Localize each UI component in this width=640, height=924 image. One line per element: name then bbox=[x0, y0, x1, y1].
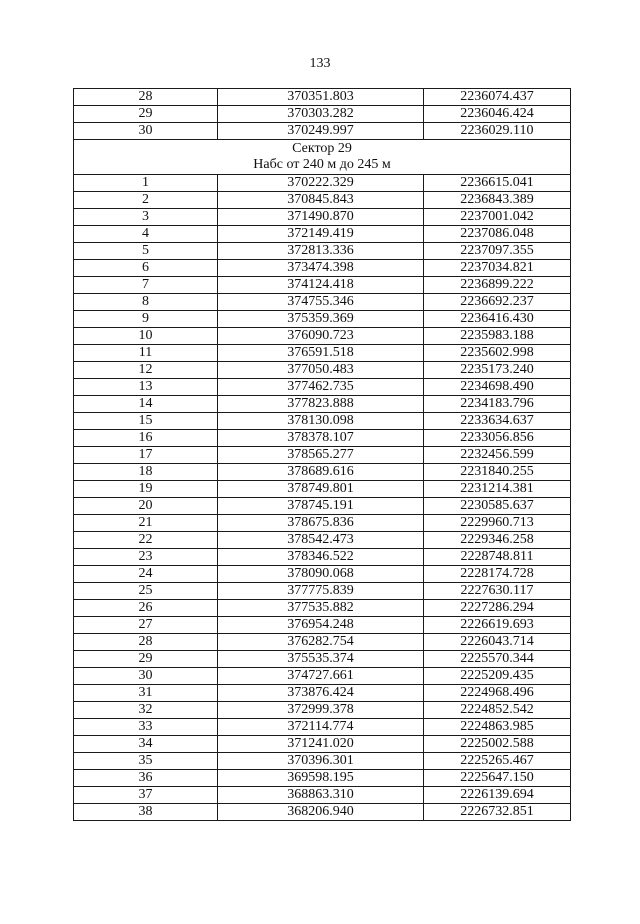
x-coordinate-cell: 377823.888 bbox=[218, 396, 424, 413]
point-number-cell: 19 bbox=[74, 481, 218, 498]
x-coordinate-cell: 378346.522 bbox=[218, 549, 424, 566]
table-row bbox=[74, 192, 571, 209]
y-coordinate-cell: 2234698.490 bbox=[424, 379, 571, 396]
y-coordinate-cell: 2226043.714 bbox=[424, 634, 571, 651]
y-coordinate-cell: 2235983.188 bbox=[424, 328, 571, 345]
x-coordinate-cell: 378542.473 bbox=[218, 532, 424, 549]
point-number-cell: 10 bbox=[74, 328, 218, 345]
table-row bbox=[74, 481, 571, 498]
point-number-cell: 25 bbox=[74, 583, 218, 600]
point-number-cell: 17 bbox=[74, 447, 218, 464]
x-coordinate-cell: 378378.107 bbox=[218, 430, 424, 447]
x-coordinate-cell: 370396.301 bbox=[218, 753, 424, 770]
y-coordinate-cell: 2228748.811 bbox=[424, 549, 571, 566]
table-row bbox=[74, 583, 571, 600]
x-coordinate-cell: 378130.098 bbox=[218, 413, 424, 430]
y-coordinate-cell: 2230585.637 bbox=[424, 498, 571, 515]
point-number-cell: 22 bbox=[74, 532, 218, 549]
x-coordinate-cell: 371490.870 bbox=[218, 209, 424, 226]
point-number-cell: 8 bbox=[74, 294, 218, 311]
table-row bbox=[74, 685, 571, 702]
x-coordinate-cell: 376090.723 bbox=[218, 328, 424, 345]
point-number-cell: 26 bbox=[74, 600, 218, 617]
table-row bbox=[74, 328, 571, 345]
y-coordinate-cell: 2237001.042 bbox=[424, 209, 571, 226]
point-number-cell: 4 bbox=[74, 226, 218, 243]
y-coordinate-cell: 2228174.728 bbox=[424, 566, 571, 583]
section-header-cell bbox=[74, 140, 571, 175]
table-row bbox=[74, 668, 571, 685]
point-number-cell: 30 bbox=[74, 668, 218, 685]
table-row bbox=[74, 736, 571, 753]
point-number-cell: 2 bbox=[74, 192, 218, 209]
point-number-cell: 15 bbox=[74, 413, 218, 430]
table-row bbox=[74, 260, 571, 277]
x-coordinate-cell: 371241.020 bbox=[218, 736, 424, 753]
point-number-cell: 33 bbox=[74, 719, 218, 736]
x-coordinate-cell: 378689.616 bbox=[218, 464, 424, 481]
table-row bbox=[74, 464, 571, 481]
point-number-cell: 36 bbox=[74, 770, 218, 787]
x-coordinate-cell: 372999.378 bbox=[218, 702, 424, 719]
x-coordinate-cell: 370845.843 bbox=[218, 192, 424, 209]
table-row bbox=[74, 634, 571, 651]
y-coordinate-cell: 2232456.599 bbox=[424, 447, 571, 464]
point-number-cell: 6 bbox=[74, 260, 218, 277]
table-row bbox=[74, 804, 571, 821]
point-number-cell: 38 bbox=[74, 804, 218, 821]
y-coordinate-cell: 2236029.110 bbox=[424, 123, 571, 140]
point-number-cell: 29 bbox=[74, 651, 218, 668]
table-row bbox=[74, 106, 571, 123]
table-row bbox=[74, 209, 571, 226]
point-number-cell: 3 bbox=[74, 209, 218, 226]
table-row bbox=[74, 566, 571, 583]
point-number-cell: 12 bbox=[74, 362, 218, 379]
y-coordinate-cell: 2226732.851 bbox=[424, 804, 571, 821]
y-coordinate-cell: 2224863.985 bbox=[424, 719, 571, 736]
x-coordinate-cell: 374727.661 bbox=[218, 668, 424, 685]
table-row bbox=[74, 617, 571, 634]
point-number-cell: 14 bbox=[74, 396, 218, 413]
y-coordinate-cell: 2233056.856 bbox=[424, 430, 571, 447]
table-row bbox=[74, 311, 571, 328]
table-row bbox=[74, 498, 571, 515]
y-coordinate-cell: 2237034.821 bbox=[424, 260, 571, 277]
point-number-cell: 5 bbox=[74, 243, 218, 260]
point-number-cell: 24 bbox=[74, 566, 218, 583]
table-row bbox=[74, 549, 571, 566]
x-coordinate-cell: 378745.191 bbox=[218, 498, 424, 515]
section-title: Сектор 29 bbox=[292, 141, 352, 156]
table-row bbox=[74, 413, 571, 430]
y-coordinate-cell: 2227630.117 bbox=[424, 583, 571, 600]
x-coordinate-cell: 378675.836 bbox=[218, 515, 424, 532]
y-coordinate-cell: 2234183.796 bbox=[424, 396, 571, 413]
x-coordinate-cell: 376282.754 bbox=[218, 634, 424, 651]
table-row bbox=[74, 600, 571, 617]
table-row bbox=[74, 702, 571, 719]
x-coordinate-cell: 378749.801 bbox=[218, 481, 424, 498]
y-coordinate-cell: 2224852.542 bbox=[424, 702, 571, 719]
y-coordinate-cell: 2236046.424 bbox=[424, 106, 571, 123]
x-coordinate-cell: 369598.195 bbox=[218, 770, 424, 787]
table-row bbox=[74, 515, 571, 532]
table-row bbox=[74, 89, 571, 106]
x-coordinate-cell: 378565.277 bbox=[218, 447, 424, 464]
y-coordinate-cell: 2233634.637 bbox=[424, 413, 571, 430]
table-row bbox=[74, 379, 571, 396]
table-row bbox=[74, 753, 571, 770]
point-number-cell: 32 bbox=[74, 702, 218, 719]
previous-sector-rows bbox=[74, 89, 571, 140]
point-number-cell: 28 bbox=[74, 634, 218, 651]
y-coordinate-cell: 2237086.048 bbox=[424, 226, 571, 243]
y-coordinate-cell: 2231840.255 bbox=[424, 464, 571, 481]
y-coordinate-cell: 2227286.294 bbox=[424, 600, 571, 617]
table-row bbox=[74, 651, 571, 668]
y-coordinate-cell: 2229346.258 bbox=[424, 532, 571, 549]
table-row bbox=[74, 787, 571, 804]
table-row bbox=[74, 294, 571, 311]
y-coordinate-cell: 2225265.467 bbox=[424, 753, 571, 770]
table-row bbox=[74, 396, 571, 413]
x-coordinate-cell: 376954.248 bbox=[218, 617, 424, 634]
x-coordinate-cell: 370351.803 bbox=[218, 89, 424, 106]
x-coordinate-cell: 373876.424 bbox=[218, 685, 424, 702]
x-coordinate-cell: 368206.940 bbox=[218, 804, 424, 821]
table-row bbox=[74, 532, 571, 549]
x-coordinate-cell: 377462.735 bbox=[218, 379, 424, 396]
y-coordinate-cell: 2236416.430 bbox=[424, 311, 571, 328]
y-coordinate-cell: 2236692.237 bbox=[424, 294, 571, 311]
page-number: 133 bbox=[309, 56, 331, 71]
point-number-cell: 20 bbox=[74, 498, 218, 515]
table-row bbox=[74, 226, 571, 243]
point-number-cell: 13 bbox=[74, 379, 218, 396]
sector-rows bbox=[74, 175, 571, 821]
x-coordinate-cell: 377775.839 bbox=[218, 583, 424, 600]
table-row bbox=[74, 277, 571, 294]
x-coordinate-cell: 376591.518 bbox=[218, 345, 424, 362]
table-row bbox=[74, 243, 571, 260]
x-coordinate-cell: 372813.336 bbox=[218, 243, 424, 260]
section-subtitle: Набс от 240 м до 245 м bbox=[253, 157, 391, 172]
x-coordinate-cell: 377535.882 bbox=[218, 600, 424, 617]
y-coordinate-cell: 2229960.713 bbox=[424, 515, 571, 532]
point-number-cell: 23 bbox=[74, 549, 218, 566]
y-coordinate-cell: 2236615.041 bbox=[424, 175, 571, 192]
coordinates-table bbox=[73, 88, 571, 821]
table-row bbox=[74, 430, 571, 447]
point-number-cell: 30 bbox=[74, 123, 218, 140]
y-coordinate-cell: 2224968.496 bbox=[424, 685, 571, 702]
point-number-cell: 27 bbox=[74, 617, 218, 634]
y-coordinate-cell: 2226619.693 bbox=[424, 617, 571, 634]
table-row bbox=[74, 175, 571, 192]
table-row bbox=[74, 770, 571, 787]
y-coordinate-cell: 2231214.381 bbox=[424, 481, 571, 498]
point-number-cell: 9 bbox=[74, 311, 218, 328]
point-number-cell: 35 bbox=[74, 753, 218, 770]
table-row bbox=[74, 447, 571, 464]
table-row bbox=[74, 362, 571, 379]
y-coordinate-cell: 2235173.240 bbox=[424, 362, 571, 379]
point-number-cell: 7 bbox=[74, 277, 218, 294]
x-coordinate-cell: 374755.346 bbox=[218, 294, 424, 311]
point-number-cell: 18 bbox=[74, 464, 218, 481]
point-number-cell: 34 bbox=[74, 736, 218, 753]
point-number-cell: 29 bbox=[74, 106, 218, 123]
x-coordinate-cell: 370249.997 bbox=[218, 123, 424, 140]
section-header-row bbox=[74, 140, 571, 175]
point-number-cell: 1 bbox=[74, 175, 218, 192]
y-coordinate-cell: 2236074.437 bbox=[424, 89, 571, 106]
table-row bbox=[74, 345, 571, 362]
x-coordinate-cell: 370222.329 bbox=[218, 175, 424, 192]
point-number-cell: 21 bbox=[74, 515, 218, 532]
y-coordinate-cell: 2225002.588 bbox=[424, 736, 571, 753]
x-coordinate-cell: 373474.398 bbox=[218, 260, 424, 277]
point-number-cell: 31 bbox=[74, 685, 218, 702]
x-coordinate-cell: 372149.419 bbox=[218, 226, 424, 243]
x-coordinate-cell: 378090.068 bbox=[218, 566, 424, 583]
point-number-cell: 16 bbox=[74, 430, 218, 447]
y-coordinate-cell: 2236899.222 bbox=[424, 277, 571, 294]
table-row bbox=[74, 719, 571, 736]
y-coordinate-cell: 2235602.998 bbox=[424, 345, 571, 362]
x-coordinate-cell: 375359.369 bbox=[218, 311, 424, 328]
x-coordinate-cell: 374124.418 bbox=[218, 277, 424, 294]
point-number-cell: 11 bbox=[74, 345, 218, 362]
x-coordinate-cell: 368863.310 bbox=[218, 787, 424, 804]
y-coordinate-cell: 2225209.435 bbox=[424, 668, 571, 685]
x-coordinate-cell: 370303.282 bbox=[218, 106, 424, 123]
y-coordinate-cell: 2225647.150 bbox=[424, 770, 571, 787]
table-row bbox=[74, 123, 571, 140]
x-coordinate-cell: 375535.374 bbox=[218, 651, 424, 668]
x-coordinate-cell: 377050.483 bbox=[218, 362, 424, 379]
y-coordinate-cell: 2225570.344 bbox=[424, 651, 571, 668]
point-number-cell: 28 bbox=[74, 89, 218, 106]
y-coordinate-cell: 2226139.694 bbox=[424, 787, 571, 804]
x-coordinate-cell: 372114.774 bbox=[218, 719, 424, 736]
y-coordinate-cell: 2236843.389 bbox=[424, 192, 571, 209]
point-number-cell: 37 bbox=[74, 787, 218, 804]
y-coordinate-cell: 2237097.355 bbox=[424, 243, 571, 260]
section-header-group bbox=[74, 140, 571, 175]
